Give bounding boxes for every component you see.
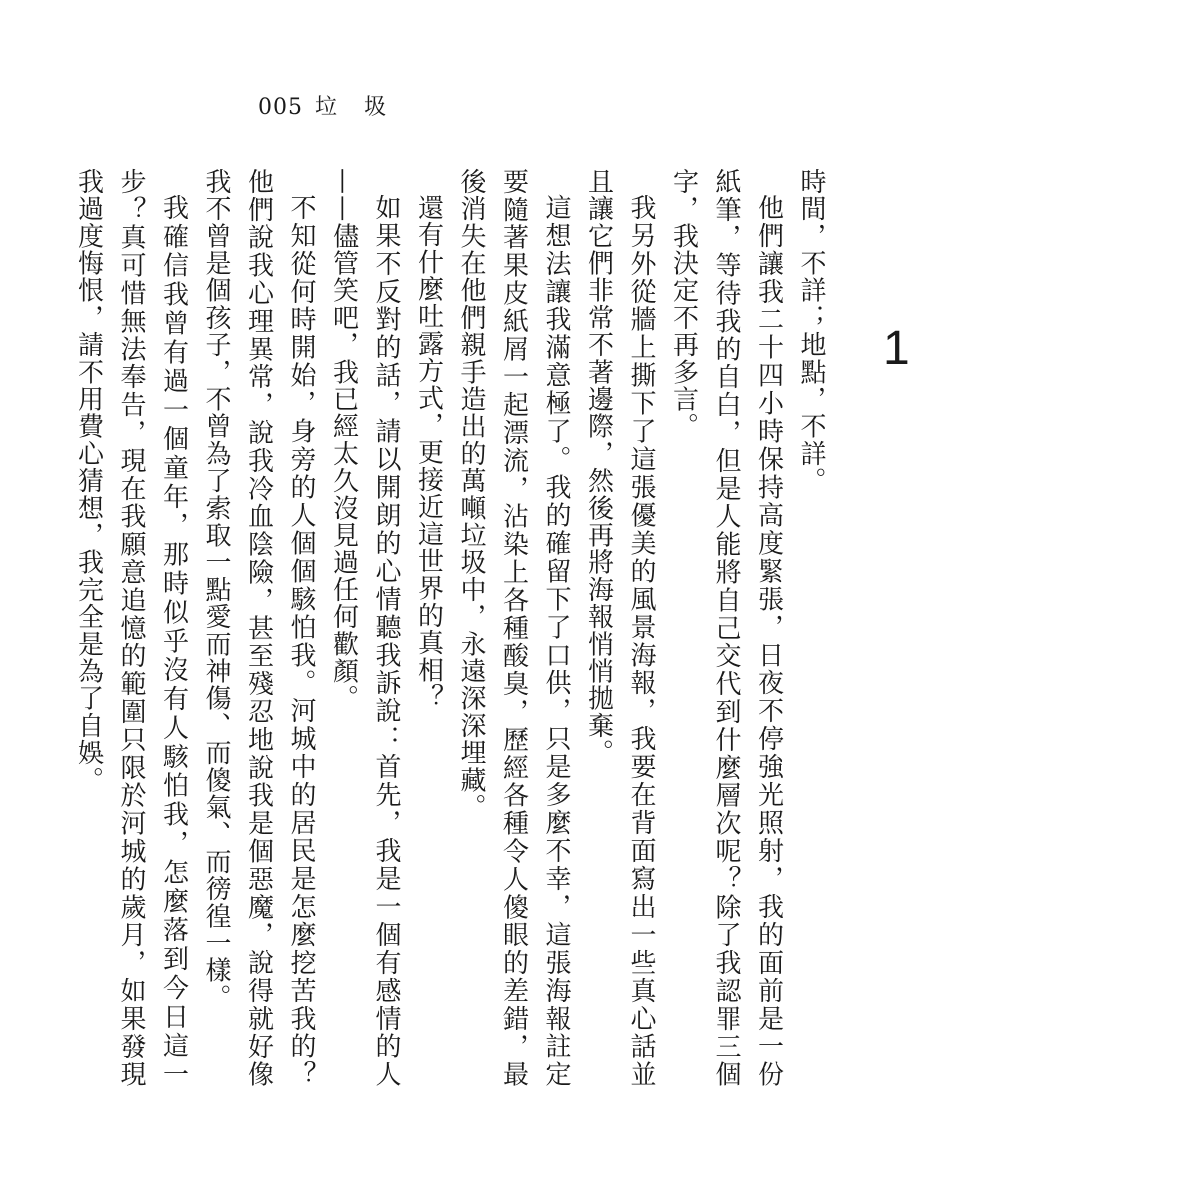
paragraph: 我另外從牆上撕下了這張優美的風景海報，我要在背面寫出一些真心話並且讓它們非常不著邊際，然後再將海報悄悄拋棄。 bbox=[583, 168, 656, 1088]
chapter-title: 垃 圾 bbox=[315, 95, 396, 120]
paragraph: 這想法讓我滿意極了。我的確留下了口供，只是多麼不幸，這張海報註定要隨著果皮紙屑一起漂流，沾染上各種酸臭，歷經各種令人傻眼的差錯，最後消失在他們親手造出的萬噸垃圾中，永遠深深埋藏。 bbox=[456, 168, 571, 1088]
running-head bbox=[258, 90, 396, 121]
paragraph: 我確信我曾有過一個童年，那時似乎沒有人駭怕我，怎麼落到今日這一步？真可惜無法奉告，現在我願意追憶的範圍只限於河城的歲月，如果發現我過度悔恨，請不用費心猜想，我完全是為了自娛。 bbox=[73, 168, 189, 1088]
paragraph: 還有什麼吐露方式，更接近這世界的真相？ bbox=[413, 194, 444, 711]
page-number: 005 bbox=[258, 95, 303, 120]
paragraph: 如果不反對的話，請以開朗的心情聽我訴說：首先，我是一個有感情的人——儘管笑吧，我已經太久沒見過任何歡顏。 bbox=[328, 168, 401, 1088]
body-text bbox=[67, 168, 832, 1088]
paragraph: 時間，不詳；地點，不詳。 bbox=[796, 168, 826, 495]
paragraph: 不知從何時開始，身旁的人個個駭怕我。河城中的居民是怎麼挖苦我的？他們說我心理異常，說我冷血陰險，甚至殘忍地說我是個惡魔，說得就好像我不曾是個孩子，不曾為了索取一點愛而神傷、而傻氣、而徬徨一樣。 bbox=[201, 168, 316, 1088]
chapter-number: 1 bbox=[883, 322, 910, 375]
paragraph: 他們讓我二十四小時保持高度緊張，日夜不停強光照射，我的面前是一份紙筆，等待我的自白，但是人能將自己交代到什麼層次呢？除了我認罪三個字，我決定不再多言。 bbox=[668, 168, 784, 1088]
